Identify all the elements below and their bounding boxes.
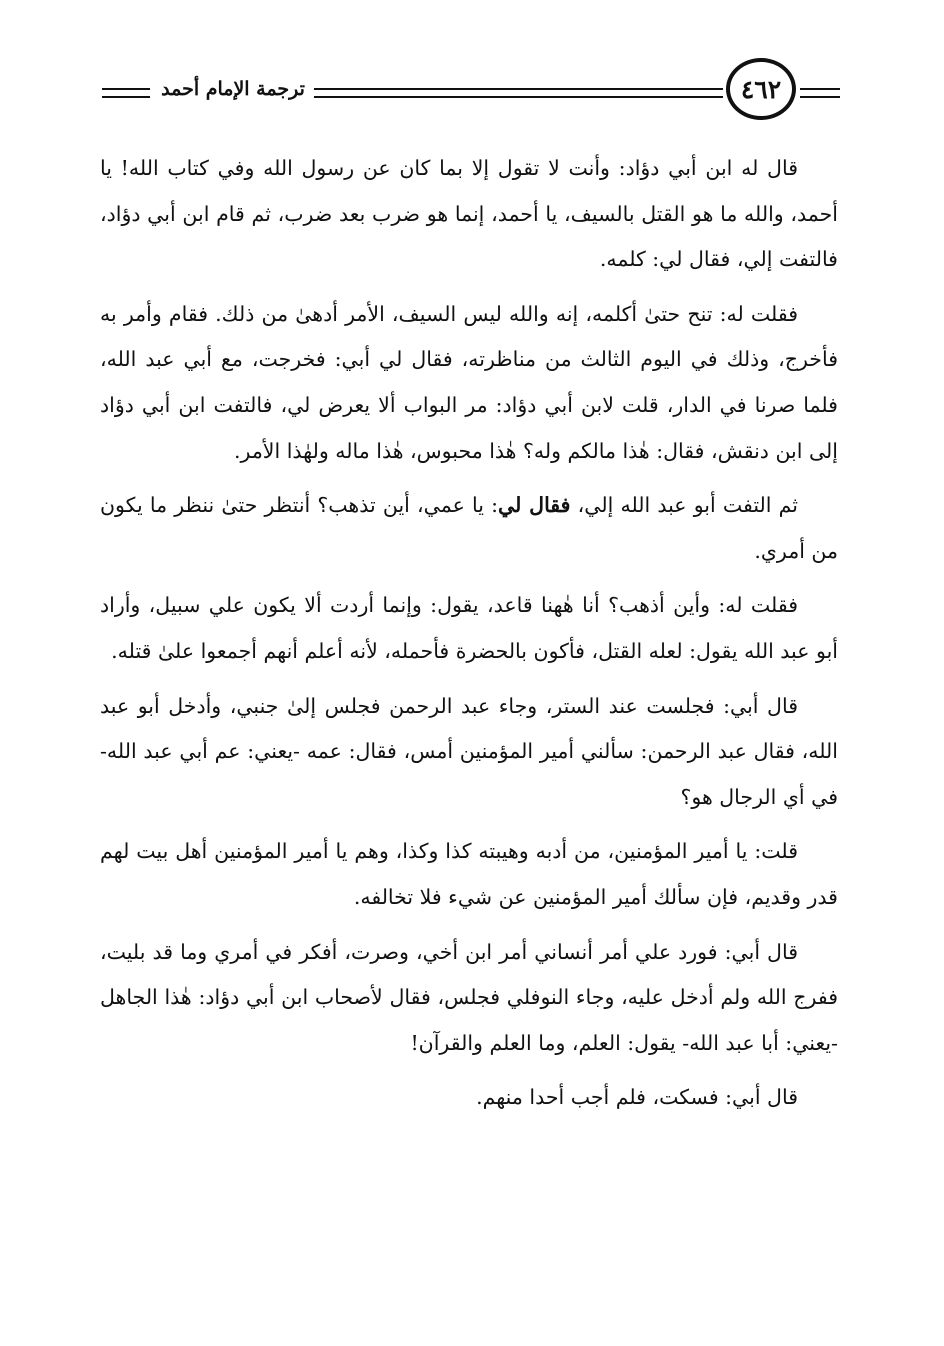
- paragraph-4: فقلت له: وأين أذهب؟ أنا هٰهنا قاعد، يقول: وإنما أردت ألا يكون علي سبيل، وأراد أبو عبد الله يقول: لعله القتل، فأكون بالحضرة فأحمله، لأنه أعلم أنهم أجمعوا علىٰ قتله.: [100, 593, 838, 663]
- paragraph-8: قال أبي: فسكت، فلم أجب أحدا منهم.: [476, 1085, 798, 1110]
- page-number-badge: [726, 58, 796, 120]
- header-rule-right: [800, 88, 840, 98]
- paragraph-3-bold: فقال لي: [498, 493, 571, 518]
- page-body: [100, 146, 838, 1130]
- running-title: ترجمة الإمام أحمد: [161, 78, 305, 100]
- paragraph-5: قال أبي: فجلست عند الستر، وجاء عبد الرحمن فجلس إلىٰ جنبي، وأدخل أبو عبد الله، فقال عبد الرحمن: سألني أمير المؤمنين أمس، فقال: عمه -يعني: عم أبي عبد الله- في أي الرجال هو؟: [100, 693, 838, 809]
- paragraph-1: قال له ابن أبي دؤاد: وأنت لا تقول إلا بما كان عن رسول الله وفي كتاب الله! يا أحمد، والله ما هو القتل بالسيف، يا أحمد، إنما هو ضرب بعد ضرب، ثم قام ابن أبي دؤاد، فالتفت إلي، فقال لي: كلمه.: [100, 156, 838, 272]
- paragraph-3-lead: ثم التفت أبو عبد الله إلي،: [570, 493, 799, 518]
- page-header: [102, 58, 840, 128]
- paragraph-3: [100, 483, 838, 574]
- header-rule-middle: [314, 88, 723, 98]
- paragraph-3-rest: : يا عمي، أين تذهب؟ أنتظر حتىٰ ننظر ما يكون من أمري.: [100, 493, 838, 563]
- paragraph-2: فقلت له: تنح حتىٰ أكلمه، إنه والله ليس السيف، الأمر أدهىٰ من ذلك. فقام وأمر به فأخرج، وذلك في اليوم الثالث من مناظرته، فقال لي أبي: فخرجت، مع أبي عبد الله، فلما صرنا في الدار، قلت لابن أبي دؤاد: مر البواب ألا يعرض لي، فالتفت ابن أبي دؤاد إلى ابن دنقش، فقال: هٰذا مالكم وله؟ هٰذا محبوس، هٰذا ماله ولهٰذا الأمر.: [100, 301, 838, 463]
- paragraph-7: قال أبي: فورد علي أمر أنساني أمر ابن أخي، وصرت، أفكر في أمري وما قد بليت، ففرج الله ولم أدخل عليه، وجاء النوفلي فجلس، فقال لأصحاب ابن أبي دؤاد: هٰذا الجاهل -يعني: أبا عبد الله- يقول: العلم، وما العلم والقرآن!: [100, 939, 838, 1055]
- header-rule-left: [102, 88, 150, 98]
- page-number: ٤٦٢: [740, 74, 782, 104]
- paragraph-6: قلت: يا أمير المؤمنين، من أدبه وهيبته كذا وكذا، وهم يا أمير المؤمنين أهل بيت لهم قدر وقديم، فإن سألك أمير المؤمنين عن شيء فلا تخالفه.: [100, 839, 838, 909]
